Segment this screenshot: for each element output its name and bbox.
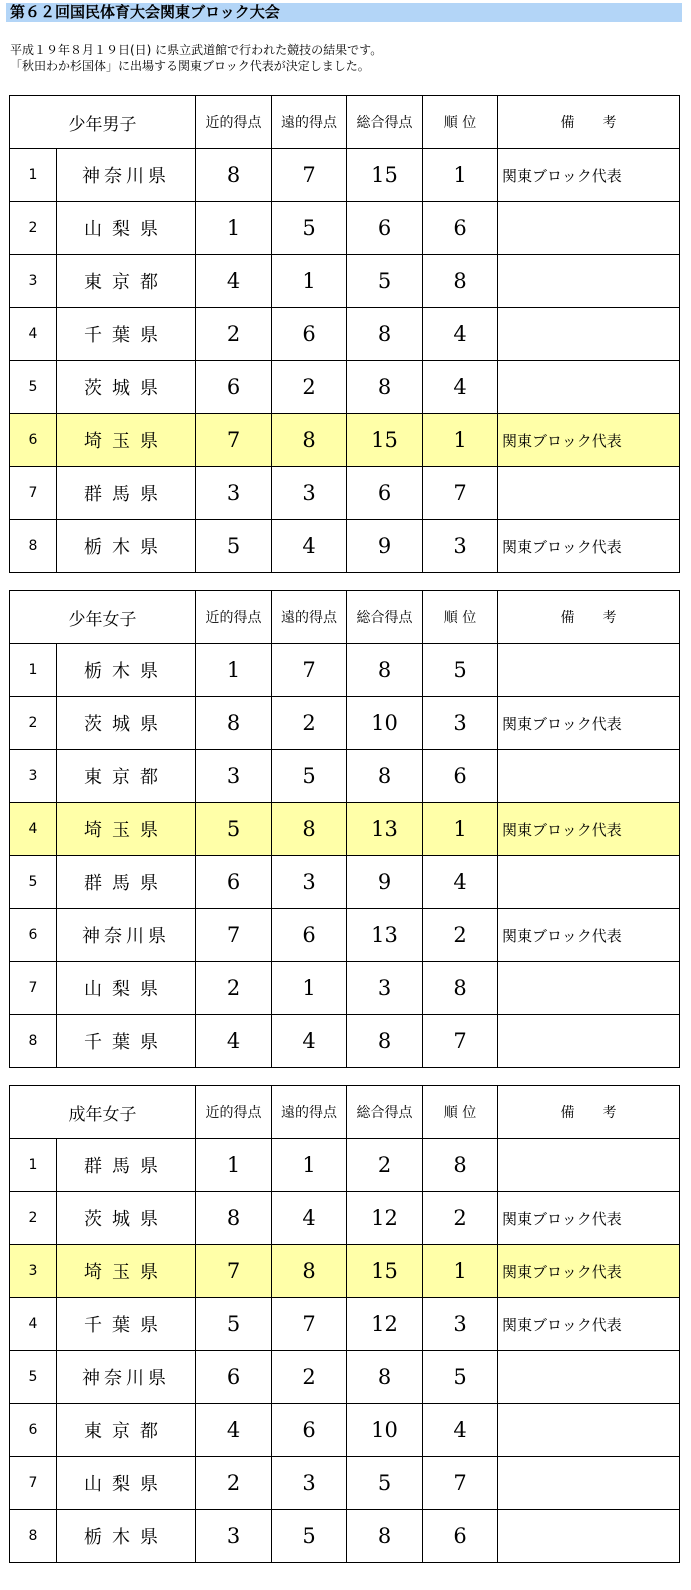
total-score: 15	[347, 1245, 423, 1298]
row-number: 5	[10, 856, 57, 909]
total-score: 10	[347, 697, 423, 750]
near-score: 7	[196, 909, 272, 962]
column-header-rank: 順 位	[423, 591, 498, 644]
table-row	[10, 962, 680, 1015]
far-score: 2	[272, 697, 347, 750]
near-score: 7	[196, 414, 272, 467]
column-header-far: 遠的得点	[272, 1086, 347, 1139]
prefecture-name: 神奈川県	[57, 1351, 196, 1404]
table-row	[10, 909, 680, 962]
prefecture-name: 茨城県	[57, 361, 196, 414]
far-score: 1	[272, 1139, 347, 1192]
page-title: 第６２回国民体育大会関東ブロック大会	[6, 3, 682, 22]
far-score: 3	[272, 467, 347, 520]
rank: 7	[423, 467, 498, 520]
table-header-row	[10, 591, 680, 644]
rank: 7	[423, 1457, 498, 1510]
prefecture-name: 神奈川県	[57, 909, 196, 962]
column-header-rank: 順 位	[423, 1086, 498, 1139]
near-score: 1	[196, 1139, 272, 1192]
column-header-total: 総合得点	[347, 96, 423, 149]
table-row	[10, 856, 680, 909]
near-score: 6	[196, 361, 272, 414]
note	[498, 255, 680, 308]
total-score: 8	[347, 361, 423, 414]
rank: 7	[423, 1015, 498, 1068]
near-score: 4	[196, 1015, 272, 1068]
column-header-far: 遠的得点	[272, 96, 347, 149]
row-number: 4	[10, 803, 57, 856]
far-score: 6	[272, 308, 347, 361]
category-label: 少年男子	[10, 96, 196, 149]
far-score: 4	[272, 1015, 347, 1068]
near-score: 6	[196, 856, 272, 909]
row-number: 1	[10, 644, 57, 697]
row-number: 3	[10, 750, 57, 803]
far-score: 7	[272, 644, 347, 697]
prefecture-name: 埼玉県	[57, 803, 196, 856]
near-score: 8	[196, 697, 272, 750]
far-score: 2	[272, 361, 347, 414]
prefecture-name: 千葉県	[57, 1015, 196, 1068]
far-score: 1	[272, 962, 347, 1015]
row-number: 4	[10, 1298, 57, 1351]
far-score: 8	[272, 803, 347, 856]
row-number: 1	[10, 1139, 57, 1192]
table-row	[10, 1510, 680, 1563]
prefecture-name: 山梨県	[57, 1457, 196, 1510]
row-number: 8	[10, 520, 57, 573]
rank: 1	[423, 149, 498, 202]
table-row	[10, 803, 680, 856]
far-score: 7	[272, 149, 347, 202]
row-number: 5	[10, 1351, 57, 1404]
table-row	[10, 697, 680, 750]
prefecture-name: 栃木県	[57, 644, 196, 697]
prefecture-name: 神奈川県	[57, 149, 196, 202]
category-label: 少年女子	[10, 591, 196, 644]
note	[498, 202, 680, 255]
row-number: 5	[10, 361, 57, 414]
near-score: 1	[196, 644, 272, 697]
note: 関東ブロック代表	[498, 414, 680, 467]
far-score: 1	[272, 255, 347, 308]
row-number: 8	[10, 1510, 57, 1563]
row-number: 6	[10, 909, 57, 962]
near-score: 5	[196, 1298, 272, 1351]
table-row	[10, 1298, 680, 1351]
far-score: 4	[272, 520, 347, 573]
rank: 1	[423, 803, 498, 856]
note: 関東ブロック代表	[498, 697, 680, 750]
note: 関東ブロック代表	[498, 803, 680, 856]
table-row	[10, 1245, 680, 1298]
far-score: 7	[272, 1298, 347, 1351]
far-score: 2	[272, 1351, 347, 1404]
row-number: 7	[10, 1457, 57, 1510]
table-row	[10, 467, 680, 520]
table-row	[10, 414, 680, 467]
total-score: 3	[347, 962, 423, 1015]
far-score: 3	[272, 856, 347, 909]
prefecture-name: 東京都	[57, 1404, 196, 1457]
total-score: 5	[347, 255, 423, 308]
rank: 4	[423, 856, 498, 909]
note	[498, 750, 680, 803]
total-score: 15	[347, 149, 423, 202]
table-row	[10, 520, 680, 573]
total-score: 6	[347, 202, 423, 255]
note: 関東ブロック代表	[498, 1298, 680, 1351]
table-row	[10, 308, 680, 361]
far-score: 5	[272, 1510, 347, 1563]
far-score: 3	[272, 1457, 347, 1510]
table-row	[10, 1351, 680, 1404]
far-score: 4	[272, 1192, 347, 1245]
note	[498, 1015, 680, 1068]
row-number: 2	[10, 1192, 57, 1245]
rank: 4	[423, 361, 498, 414]
total-score: 8	[347, 750, 423, 803]
total-score: 6	[347, 467, 423, 520]
table-row	[10, 750, 680, 803]
note	[498, 467, 680, 520]
note: 関東ブロック代表	[498, 149, 680, 202]
table-header-row	[10, 96, 680, 149]
column-header-near: 近的得点	[196, 1086, 272, 1139]
note	[498, 1139, 680, 1192]
near-score: 4	[196, 255, 272, 308]
rank: 3	[423, 697, 498, 750]
column-header-rank: 順 位	[423, 96, 498, 149]
table-row	[10, 1139, 680, 1192]
prefecture-name: 埼玉県	[57, 1245, 196, 1298]
near-score: 8	[196, 1192, 272, 1245]
total-score: 12	[347, 1192, 423, 1245]
table-row	[10, 255, 680, 308]
rank: 2	[423, 909, 498, 962]
row-number: 6	[10, 414, 57, 467]
table-row	[10, 644, 680, 697]
column-header-near: 近的得点	[196, 591, 272, 644]
total-score: 8	[347, 644, 423, 697]
table-row	[10, 1015, 680, 1068]
rank: 3	[423, 1298, 498, 1351]
note	[498, 644, 680, 697]
column-header-total: 総合得点	[347, 1086, 423, 1139]
table-row	[10, 361, 680, 414]
rank: 8	[423, 962, 498, 1015]
prefecture-name: 東京都	[57, 255, 196, 308]
category-label: 成年女子	[10, 1086, 196, 1139]
column-header-note: 備 考	[498, 591, 680, 644]
results-table	[9, 95, 680, 573]
rank: 6	[423, 202, 498, 255]
table-row	[10, 1192, 680, 1245]
rank: 1	[423, 1245, 498, 1298]
note	[498, 1457, 680, 1510]
far-score: 8	[272, 1245, 347, 1298]
rank: 6	[423, 1510, 498, 1563]
row-number: 3	[10, 255, 57, 308]
total-score: 8	[347, 1510, 423, 1563]
prefecture-name: 茨城県	[57, 1192, 196, 1245]
far-score: 5	[272, 202, 347, 255]
prefecture-name: 山梨県	[57, 962, 196, 1015]
total-score: 8	[347, 1351, 423, 1404]
rank: 2	[423, 1192, 498, 1245]
total-score: 5	[347, 1457, 423, 1510]
row-number: 8	[10, 1015, 57, 1068]
far-score: 6	[272, 1404, 347, 1457]
row-number: 2	[10, 697, 57, 750]
prefecture-name: 茨城県	[57, 697, 196, 750]
rank: 1	[423, 414, 498, 467]
row-number: 7	[10, 962, 57, 1015]
far-score: 5	[272, 750, 347, 803]
row-number: 6	[10, 1404, 57, 1457]
near-score: 3	[196, 1510, 272, 1563]
rank: 8	[423, 255, 498, 308]
note: 関東ブロック代表	[498, 909, 680, 962]
rank: 5	[423, 644, 498, 697]
row-number: 4	[10, 308, 57, 361]
table-header-row	[10, 1086, 680, 1139]
total-score: 13	[347, 909, 423, 962]
table-row	[10, 202, 680, 255]
rank: 8	[423, 1139, 498, 1192]
near-score: 3	[196, 467, 272, 520]
table-row	[10, 1457, 680, 1510]
near-score: 2	[196, 1457, 272, 1510]
prefecture-name: 群馬県	[57, 1139, 196, 1192]
prefecture-name: 埼玉県	[57, 414, 196, 467]
row-number: 3	[10, 1245, 57, 1298]
note: 関東ブロック代表	[498, 1192, 680, 1245]
column-header-note: 備 考	[498, 96, 680, 149]
near-score: 3	[196, 750, 272, 803]
prefecture-name: 山梨県	[57, 202, 196, 255]
note: 関東ブロック代表	[498, 520, 680, 573]
total-score: 9	[347, 520, 423, 573]
note	[498, 361, 680, 414]
rank: 6	[423, 750, 498, 803]
results-table	[9, 1085, 680, 1563]
note	[498, 1510, 680, 1563]
prefecture-name: 東京都	[57, 750, 196, 803]
column-header-far: 遠的得点	[272, 591, 347, 644]
rank: 4	[423, 308, 498, 361]
note	[498, 856, 680, 909]
total-score: 9	[347, 856, 423, 909]
results-table	[9, 590, 680, 1068]
rank: 4	[423, 1404, 498, 1457]
near-score: 2	[196, 962, 272, 1015]
row-number: 7	[10, 467, 57, 520]
column-header-note: 備 考	[498, 1086, 680, 1139]
prefecture-name: 栃木県	[57, 1510, 196, 1563]
far-score: 8	[272, 414, 347, 467]
total-score: 8	[347, 308, 423, 361]
note	[498, 962, 680, 1015]
note	[498, 1404, 680, 1457]
prefecture-name: 千葉県	[57, 308, 196, 361]
table-row	[10, 149, 680, 202]
prefecture-name: 栃木県	[57, 520, 196, 573]
column-header-total: 総合得点	[347, 591, 423, 644]
near-score: 4	[196, 1404, 272, 1457]
total-score: 13	[347, 803, 423, 856]
near-score: 5	[196, 520, 272, 573]
intro-line-2: 「秋田わか杉国体」に出場する関東ブロック代表が決定しました。	[10, 59, 370, 73]
near-score: 5	[196, 803, 272, 856]
note	[498, 1351, 680, 1404]
near-score: 7	[196, 1245, 272, 1298]
far-score: 6	[272, 909, 347, 962]
total-score: 10	[347, 1404, 423, 1457]
total-score: 2	[347, 1139, 423, 1192]
column-header-near: 近的得点	[196, 96, 272, 149]
row-number: 1	[10, 149, 57, 202]
total-score: 12	[347, 1298, 423, 1351]
note: 関東ブロック代表	[498, 1245, 680, 1298]
table-row	[10, 1404, 680, 1457]
total-score: 8	[347, 1015, 423, 1068]
prefecture-name: 群馬県	[57, 856, 196, 909]
near-score: 8	[196, 149, 272, 202]
near-score: 2	[196, 308, 272, 361]
prefecture-name: 千葉県	[57, 1298, 196, 1351]
near-score: 1	[196, 202, 272, 255]
total-score: 15	[347, 414, 423, 467]
intro-line-1: 平成１９年８月１９日(日) に県立武道館で行われた競技の結果です。	[10, 43, 383, 57]
intro-text	[10, 42, 382, 74]
prefecture-name: 群馬県	[57, 467, 196, 520]
note	[498, 308, 680, 361]
rank: 5	[423, 1351, 498, 1404]
rank: 3	[423, 520, 498, 573]
near-score: 6	[196, 1351, 272, 1404]
row-number: 2	[10, 202, 57, 255]
